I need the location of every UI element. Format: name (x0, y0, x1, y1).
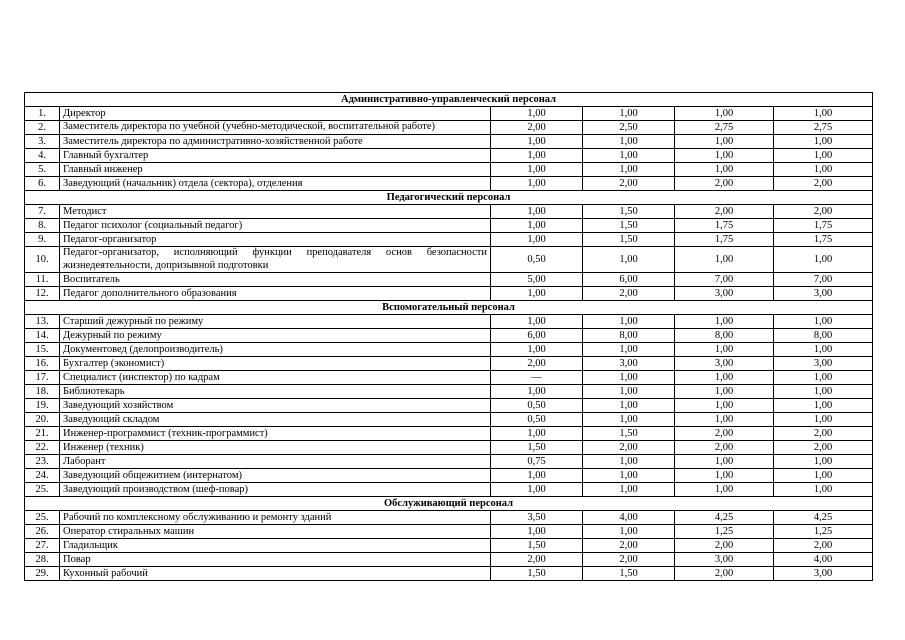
staff-value: 3,00 (774, 567, 873, 581)
section-header-row (25, 497, 873, 511)
staff-value: 3,00 (774, 357, 873, 371)
staff-value: 2,00 (774, 539, 873, 553)
staff-value: 1,00 (675, 247, 774, 273)
table-row (25, 329, 873, 343)
staff-value: 1,00 (675, 371, 774, 385)
position-name: Повар (60, 553, 491, 567)
row-number: 23. (25, 455, 60, 469)
staff-value: 2,00 (675, 539, 774, 553)
staff-value: 4,00 (583, 511, 675, 525)
table-row (25, 247, 873, 273)
staff-value: 1,00 (675, 483, 774, 497)
row-number: 16. (25, 357, 60, 371)
staff-value: 1,00 (774, 107, 873, 121)
position-name: Заведующий хозяйством (60, 399, 491, 413)
staff-value: 1,00 (491, 525, 583, 539)
staff-value: 1,00 (491, 385, 583, 399)
staff-value: 1,00 (583, 149, 675, 163)
staff-value: 1,00 (675, 149, 774, 163)
table-row (25, 233, 873, 247)
staff-value: 1,00 (491, 427, 583, 441)
table-row (25, 469, 873, 483)
row-number: 21. (25, 427, 60, 441)
staff-value: 8,00 (675, 329, 774, 343)
section-header-row (25, 301, 873, 315)
staff-value: 1,00 (583, 315, 675, 329)
staff-value: 2,00 (675, 441, 774, 455)
staff-value: 2,00 (675, 205, 774, 219)
staff-value: 1,25 (774, 525, 873, 539)
staff-value: — (491, 371, 583, 385)
position-name: Кухонный рабочий (60, 567, 491, 581)
row-number: 9. (25, 233, 60, 247)
staff-value: 1,00 (491, 343, 583, 357)
staff-value: 3,00 (675, 357, 774, 371)
staff-value: 1,25 (675, 525, 774, 539)
position-name: Старший дежурный по режиму (60, 315, 491, 329)
table-row (25, 149, 873, 163)
staff-value: 3,00 (774, 287, 873, 301)
staff-value: 1,50 (583, 219, 675, 233)
staff-value: 1,75 (774, 219, 873, 233)
staff-value: 7,00 (774, 273, 873, 287)
row-number: 14. (25, 329, 60, 343)
table-row (25, 273, 873, 287)
staff-value: 1,00 (675, 413, 774, 427)
position-name: Инженер-программист (техник-программист) (60, 427, 491, 441)
staff-value: 1,00 (675, 399, 774, 413)
table-row (25, 483, 873, 497)
table-row (25, 121, 873, 135)
staff-value: 1,00 (774, 399, 873, 413)
staff-value: 1,00 (583, 385, 675, 399)
staff-value: 1,00 (774, 455, 873, 469)
section-title: Педагогический персонал (25, 191, 873, 205)
staff-value: 1,00 (774, 385, 873, 399)
staff-value: 1,00 (491, 177, 583, 191)
staff-value: 1,00 (583, 343, 675, 357)
staff-value: 2,00 (583, 287, 675, 301)
row-number: 25. (25, 511, 60, 525)
staff-value: 1,75 (774, 233, 873, 247)
staff-value: 2,00 (774, 427, 873, 441)
table-row (25, 107, 873, 121)
table-row (25, 455, 873, 469)
staff-value: 1,00 (675, 385, 774, 399)
staff-value: 1,00 (491, 205, 583, 219)
position-name: Заместитель директора по учебной (учебно-методической, воспитательной работе) (60, 121, 491, 135)
table-row (25, 135, 873, 149)
staff-value: 3,00 (675, 287, 774, 301)
staff-value: 1,00 (675, 343, 774, 357)
position-name: Методист (60, 205, 491, 219)
row-number: 1. (25, 107, 60, 121)
staff-value: 1,00 (583, 483, 675, 497)
staff-value: 3,50 (491, 511, 583, 525)
position-name: Заведующий складом (60, 413, 491, 427)
staff-value: 0,50 (491, 399, 583, 413)
position-name: Заместитель директора по административно-хозяйственной работе (60, 135, 491, 149)
staff-value: 1,00 (675, 455, 774, 469)
staff-value: 1,00 (774, 371, 873, 385)
table-row (25, 315, 873, 329)
staff-value: 2,75 (774, 121, 873, 135)
table-row (25, 287, 873, 301)
staff-value: 1,00 (583, 163, 675, 177)
staff-value: 2,00 (583, 553, 675, 567)
section-header-row (25, 93, 873, 107)
staff-value: 0,50 (491, 247, 583, 273)
staff-value: 1,00 (491, 483, 583, 497)
staff-value: 7,00 (675, 273, 774, 287)
staff-value: 1,00 (675, 469, 774, 483)
staff-value: 1,00 (774, 135, 873, 149)
staff-value: 1,00 (491, 315, 583, 329)
position-name: Заведующий общежитием (интернатом) (60, 469, 491, 483)
staff-value: 2,00 (583, 177, 675, 191)
row-number: 18. (25, 385, 60, 399)
staff-value: 1,00 (675, 107, 774, 121)
row-number: 13. (25, 315, 60, 329)
table-row (25, 205, 873, 219)
staff-value: 1,50 (491, 441, 583, 455)
staff-value: 2,00 (491, 553, 583, 567)
staff-value: 1,00 (675, 135, 774, 149)
row-number: 19. (25, 399, 60, 413)
row-number: 28. (25, 553, 60, 567)
row-number: 4. (25, 149, 60, 163)
section-title: Обслуживающий персонал (25, 497, 873, 511)
staff-value: 1,00 (774, 413, 873, 427)
staff-value: 1,00 (491, 469, 583, 483)
staff-value: 1,00 (491, 219, 583, 233)
staff-value: 1,00 (491, 233, 583, 247)
table-row (25, 163, 873, 177)
staff-value: 1,00 (583, 247, 675, 273)
position-name: Гладильщик (60, 539, 491, 553)
table-row (25, 553, 873, 567)
position-name: Специалист (инспектор) по кадрам (60, 371, 491, 385)
table-row (25, 427, 873, 441)
staff-value: 0,75 (491, 455, 583, 469)
staff-value: 1,00 (491, 163, 583, 177)
staff-value: 1,00 (491, 149, 583, 163)
staff-value: 4,25 (675, 511, 774, 525)
staff-value: 1,50 (583, 233, 675, 247)
staff-value: 6,00 (491, 329, 583, 343)
staff-value: 2,00 (491, 121, 583, 135)
staff-value: 1,00 (583, 107, 675, 121)
staff-value: 2,00 (675, 427, 774, 441)
table-row (25, 567, 873, 581)
table-row (25, 539, 873, 553)
staff-value: 1,50 (583, 567, 675, 581)
table-row (25, 441, 873, 455)
row-number: 5. (25, 163, 60, 177)
position-name: Главный инженер (60, 163, 491, 177)
position-name: Библиотекарь (60, 385, 491, 399)
row-number: 29. (25, 567, 60, 581)
table-row (25, 385, 873, 399)
staff-norms-table (24, 92, 873, 581)
staff-value: 2,00 (675, 567, 774, 581)
staff-value: 2,00 (774, 441, 873, 455)
position-name: Воспитатель (60, 273, 491, 287)
staff-value: 1,00 (774, 247, 873, 273)
position-name: Педагог-организатор, исполняющий функции преподавателя основ безопасности жизнедеятельности, допризывной подготовки (60, 247, 491, 273)
section-header-row (25, 191, 873, 205)
staff-value: 4,00 (774, 553, 873, 567)
row-number: 25. (25, 483, 60, 497)
row-number: 6. (25, 177, 60, 191)
staff-value: 1,00 (583, 469, 675, 483)
position-name: Инженер (техник) (60, 441, 491, 455)
row-number: 22. (25, 441, 60, 455)
row-number: 24. (25, 469, 60, 483)
staff-value: 1,00 (583, 135, 675, 149)
staff-value: 1,00 (583, 399, 675, 413)
staff-value: 2,00 (675, 177, 774, 191)
staff-value: 1,50 (491, 567, 583, 581)
table-row (25, 413, 873, 427)
row-number: 8. (25, 219, 60, 233)
staff-value: 0,50 (491, 413, 583, 427)
staff-value: 2,00 (583, 441, 675, 455)
staff-value: 1,00 (774, 163, 873, 177)
section-title: Административно-управленческий персонал (25, 93, 873, 107)
staff-value: 1,50 (583, 205, 675, 219)
position-name: Заведующий производством (шеф-повар) (60, 483, 491, 497)
staff-value: 1,00 (583, 455, 675, 469)
table-row (25, 343, 873, 357)
staff-value: 1,00 (774, 469, 873, 483)
table-row (25, 525, 873, 539)
staff-value: 1,00 (774, 343, 873, 357)
staff-value: 1,75 (675, 233, 774, 247)
staff-value: 3,00 (583, 357, 675, 371)
staff-value: 3,00 (675, 553, 774, 567)
staff-value: 1,00 (491, 135, 583, 149)
staff-value: 1,00 (491, 107, 583, 121)
staff-value: 8,00 (774, 329, 873, 343)
table-row (25, 399, 873, 413)
table-row (25, 219, 873, 233)
staff-value: 1,00 (774, 315, 873, 329)
row-number: 20. (25, 413, 60, 427)
staff-value: 2,00 (583, 539, 675, 553)
position-name: Оператор стиральных машин (60, 525, 491, 539)
staff-value: 1,75 (675, 219, 774, 233)
row-number: 26. (25, 525, 60, 539)
row-number: 3. (25, 135, 60, 149)
row-number: 7. (25, 205, 60, 219)
staff-value: 6,00 (583, 273, 675, 287)
staff-value: 2,00 (491, 357, 583, 371)
staff-value: 8,00 (583, 329, 675, 343)
position-name: Педагог дополнительного образования (60, 287, 491, 301)
staff-value: 1,50 (491, 539, 583, 553)
table-row (25, 371, 873, 385)
table-body (25, 93, 873, 581)
row-number: 2. (25, 121, 60, 135)
position-name: Заведующий (начальник) отдела (сектора), отделения (60, 177, 491, 191)
position-name: Педагог-организатор (60, 233, 491, 247)
staff-value: 1,00 (675, 315, 774, 329)
position-name: Рабочий по комплексному обслуживанию и ремонту зданий (60, 511, 491, 525)
staff-value: 1,50 (583, 427, 675, 441)
position-name: Лаборант (60, 455, 491, 469)
staff-value: 1,00 (774, 149, 873, 163)
staff-value: 4,25 (774, 511, 873, 525)
staff-value: 1,00 (583, 525, 675, 539)
table-row (25, 511, 873, 525)
row-number: 17. (25, 371, 60, 385)
position-name: Директор (60, 107, 491, 121)
staff-value: 1,00 (583, 371, 675, 385)
row-number: 10. (25, 247, 60, 273)
position-name: Дежурный по режиму (60, 329, 491, 343)
staff-value: 1,00 (491, 287, 583, 301)
row-number: 11. (25, 273, 60, 287)
staff-table-sheet (24, 92, 872, 581)
row-number: 15. (25, 343, 60, 357)
staff-value: 2,50 (583, 121, 675, 135)
staff-value: 1,00 (774, 483, 873, 497)
section-title: Вспомогательный персонал (25, 301, 873, 315)
position-name: Главный бухгалтер (60, 149, 491, 163)
table-row (25, 357, 873, 371)
position-name: Педагог психолог (социальный педагог) (60, 219, 491, 233)
staff-value: 2,75 (675, 121, 774, 135)
staff-value: 1,00 (583, 413, 675, 427)
row-number: 12. (25, 287, 60, 301)
staff-value: 2,00 (774, 177, 873, 191)
position-name: Документовед (делопроизводитель) (60, 343, 491, 357)
position-name: Бухгалтер (экономист) (60, 357, 491, 371)
staff-value: 2,00 (774, 205, 873, 219)
staff-value: 1,00 (675, 163, 774, 177)
table-row (25, 177, 873, 191)
row-number: 27. (25, 539, 60, 553)
staff-value: 5,00 (491, 273, 583, 287)
